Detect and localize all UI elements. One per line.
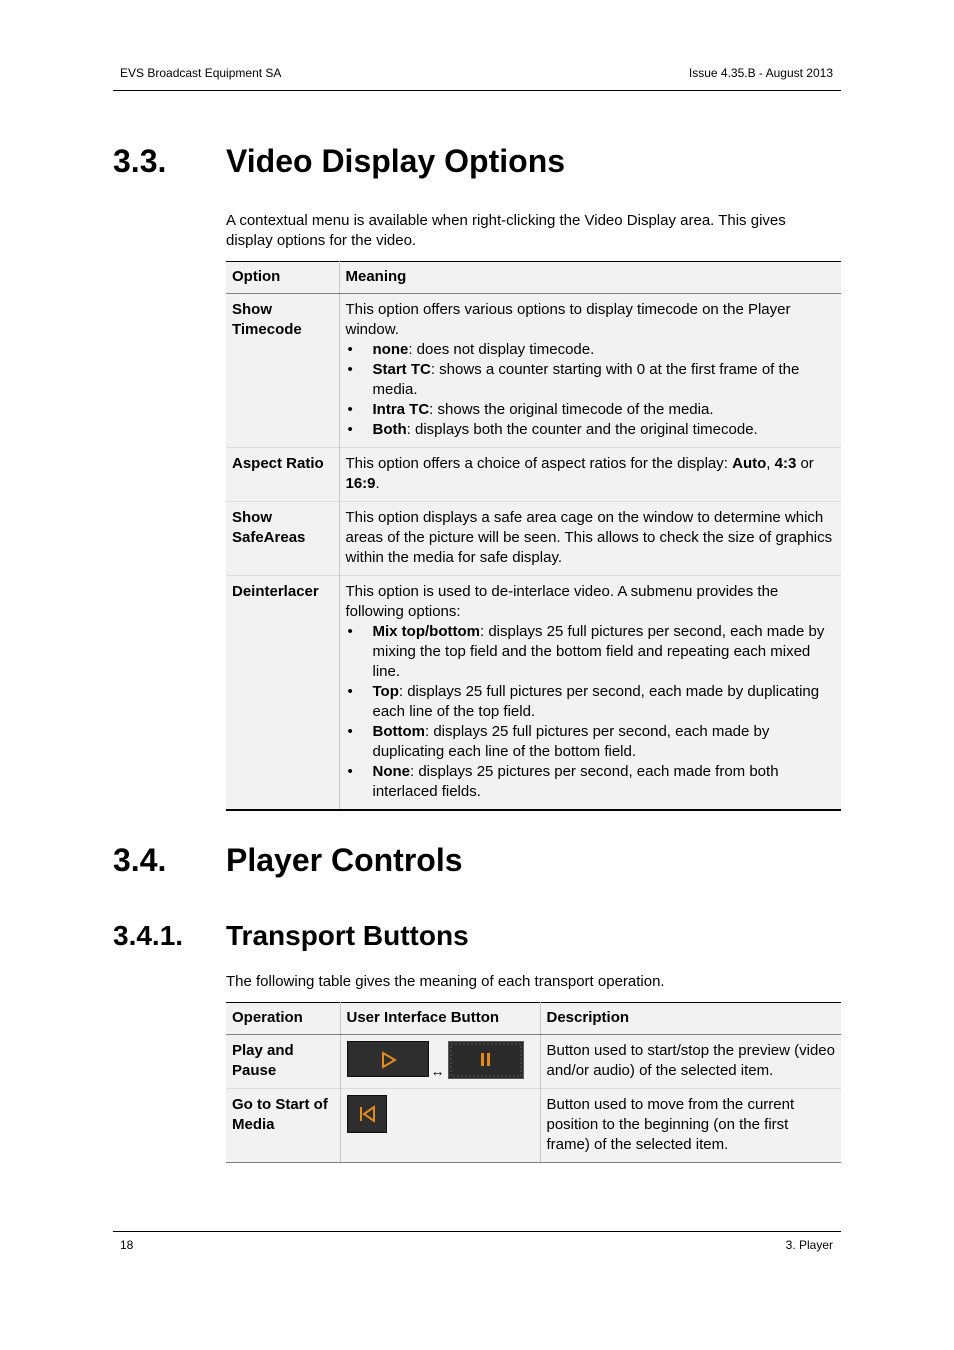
column-header-description: Description — [540, 1003, 841, 1035]
bullet-term: Bottom — [372, 723, 425, 740]
section-number: 3.3. — [113, 143, 167, 179]
ui-button-cell — [340, 1035, 540, 1089]
play-button[interactable] — [347, 1041, 429, 1077]
column-header-option: Option — [226, 262, 339, 294]
separator-text: , — [766, 455, 775, 472]
table-row — [226, 448, 841, 502]
description-cell: Button used to start/stop the preview (video and/or audio) of the selected item. — [540, 1035, 841, 1089]
option-cell: Show Timecode — [232, 301, 302, 338]
table-row — [226, 1089, 841, 1163]
bullet-text: : does not display timecode. — [408, 341, 595, 358]
description-cell: Button used to move from the current position to the beginning (on the first frame) of the selected item. — [540, 1089, 841, 1163]
meaning-cell — [339, 576, 841, 811]
page-header-company: EVS Broadcast Equipment SA — [120, 66, 282, 80]
pause-button[interactable] — [448, 1041, 524, 1079]
go-to-start-button[interactable] — [347, 1095, 387, 1133]
bullet-term: Start TC — [372, 361, 431, 378]
ratio-4-3: 4:3 — [774, 455, 797, 472]
bullet-term: Both — [372, 421, 407, 438]
chapter-name: 3. Player — [785, 1238, 833, 1252]
list-item — [346, 360, 836, 400]
section-number: 3.4. — [113, 842, 167, 878]
column-header-operation: Operation — [226, 1003, 340, 1035]
transport-intro: The following table gives the meaning of each transport operation. — [226, 973, 665, 990]
meaning-cell — [339, 294, 841, 448]
pause-icon — [449, 1042, 523, 1078]
transport-buttons-table — [226, 1002, 841, 1163]
list-item — [346, 762, 836, 802]
play-icon — [348, 1042, 428, 1076]
section-title: Video Display Options — [226, 143, 566, 179]
bullet-term: none — [372, 341, 409, 358]
bullet-list — [346, 340, 836, 440]
table-header-row — [226, 1003, 841, 1035]
option-cell: Aspect Ratio — [226, 448, 339, 502]
list-item — [346, 340, 836, 360]
bullet-term: Mix top/bottom — [372, 623, 480, 640]
meaning-text: This option offers a choice of aspect ratios for the display: — [345, 455, 733, 472]
bullet-list — [346, 622, 836, 802]
subsection-title: Transport Buttons — [226, 920, 469, 951]
column-header-meaning: Meaning — [339, 262, 841, 294]
option-cell: Deinterlacer — [226, 576, 339, 811]
page-number: 18 — [120, 1238, 134, 1252]
operation-cell: Play and Pause — [232, 1042, 294, 1079]
column-header-ui-button: User Interface Button — [340, 1003, 540, 1035]
bullet-term: None — [372, 763, 410, 780]
footer-divider — [113, 1231, 841, 1232]
table-row — [226, 1035, 841, 1089]
meaning-text: This option offers various options to display timecode on the Player window. — [345, 301, 791, 338]
bullet-text: : displays 25 pictures per second, each made from both interlaced fields. — [372, 763, 779, 800]
video-display-options-table — [226, 261, 841, 811]
list-item — [346, 722, 836, 762]
list-item — [346, 622, 836, 682]
separator-text: or — [796, 455, 814, 472]
subsection-number: 3.4.1. — [113, 920, 184, 951]
go-to-start-icon — [348, 1096, 386, 1132]
table-row — [226, 576, 841, 811]
list-item — [346, 682, 836, 722]
separator-text: . — [375, 475, 380, 492]
bullet-text: : displays both the counter and the original timecode. — [406, 421, 758, 438]
section-title: Player Controls — [226, 842, 463, 878]
bullet-text: : shows a counter starting with 0 at the first frame of the media. — [372, 361, 800, 398]
table-header-row — [226, 262, 841, 294]
ui-button-cell — [340, 1089, 540, 1163]
video-display-intro: A contextual menu is available when right-clicking the Video Display area. This gives display options for the video. — [226, 212, 786, 249]
bullet-term: Top — [372, 683, 399, 700]
header-divider — [113, 90, 841, 91]
bullet-text: : shows the original timecode of the media. — [429, 401, 714, 418]
list-item — [346, 400, 836, 420]
bullet-text: : displays 25 full pictures per second, each made by duplicating each line of the bottom field. — [372, 723, 770, 760]
meaning-cell — [339, 448, 841, 502]
toggle-arrow: ↔ — [430, 1063, 445, 1079]
operation-cell: Go to Start of Media — [226, 1089, 340, 1163]
bullet-text: : displays 25 full pictures per second, each made by mixing the top field and the bottom field and repeating each mixed line. — [372, 623, 825, 680]
ratio-16-9: 16:9 — [345, 475, 376, 492]
meaning-text: This option is used to de-interlace video. A submenu provides the following options: — [345, 583, 779, 620]
bullet-text: : displays 25 full pictures per second, each made by duplicating each line of the top field. — [372, 683, 820, 720]
table-row — [226, 294, 841, 448]
option-cell: Show SafeAreas — [226, 502, 339, 576]
bullet-term: Intra TC — [372, 401, 430, 418]
meaning-cell: This option displays a safe area cage on the window to determine which areas of the picture will be seen. This allows to check the size of graphics within the media for safe display. — [339, 502, 841, 576]
page-header-issue: Issue 4.35.B - August 2013 — [688, 66, 833, 80]
ratio-auto: Auto — [732, 455, 767, 472]
list-item — [346, 420, 836, 440]
table-row — [226, 502, 841, 576]
